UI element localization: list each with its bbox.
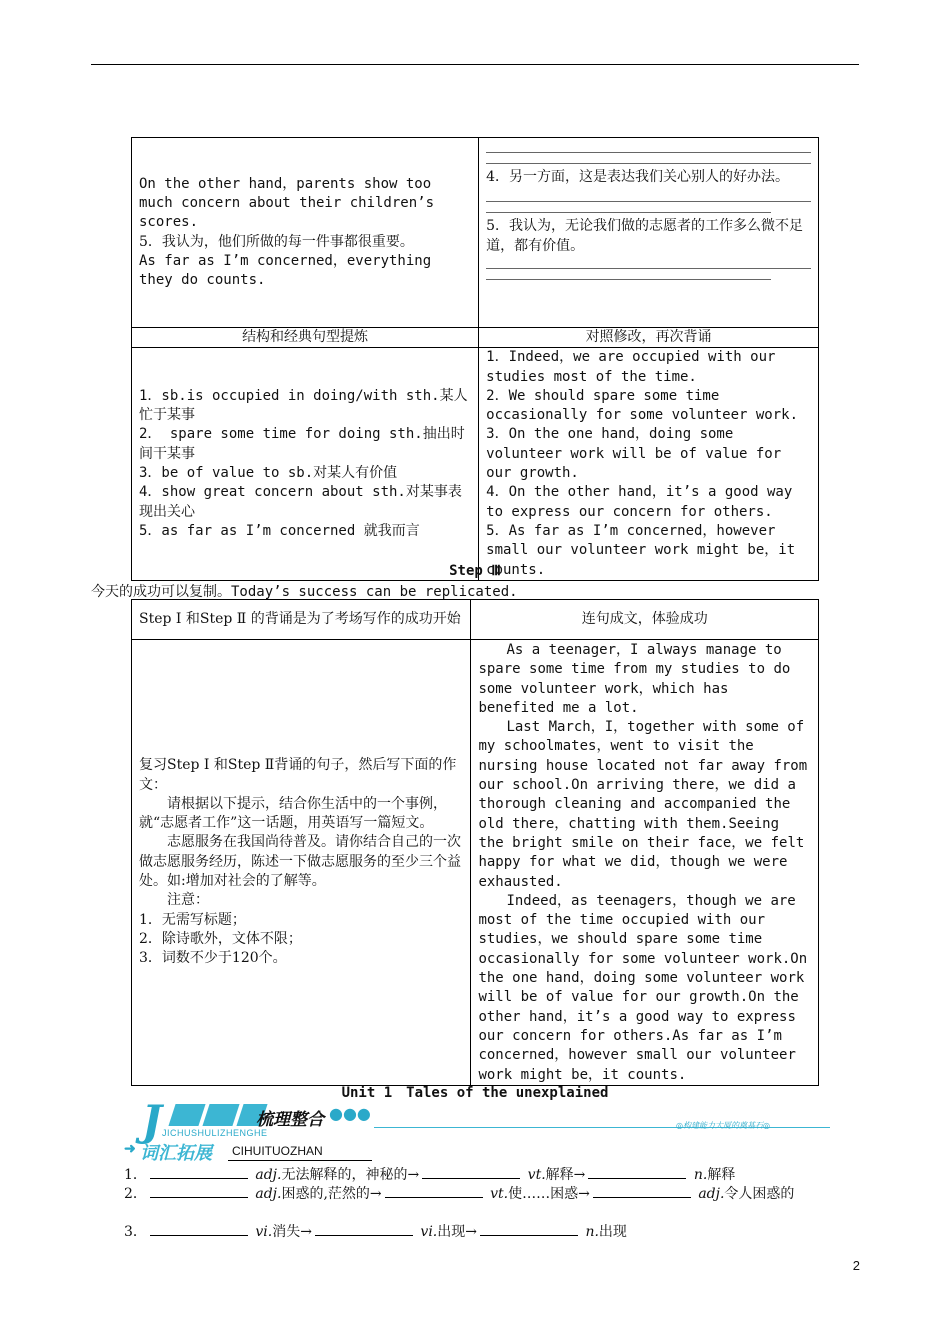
header-right: 连句成文，体验成功 — [471, 600, 819, 640]
revised-sentence: 2．We should spare some time occasionally for some volunteer work. — [486, 387, 799, 424]
header-right: 对照修改，再次背诵 — [479, 328, 819, 348]
part-of-speech: vt. — [490, 1186, 509, 1202]
header-left: 结构和经典句型提炼 — [132, 328, 479, 348]
essay-paragraph: As a teenager，I always manage to spare some time from my studies to do some volunteer work，which has benefited me a lot. — [478, 642, 791, 716]
part-of-speech: vi. — [420, 1224, 438, 1240]
note-item: 3．词数不少于120个。 — [139, 950, 287, 967]
part-of-speech: adj. — [698, 1186, 725, 1202]
vocab-section-header — [124, 1142, 374, 1162]
part-of-speech: vi. — [255, 1224, 273, 1240]
banner-block-icon — [202, 1104, 239, 1126]
fill-blank[interactable] — [385, 1185, 483, 1198]
pattern-item: 5．as far as I’m concerned 就我而言 — [139, 522, 420, 539]
fill-blank[interactable] — [150, 1166, 248, 1179]
arrow-icon: ➜ — [124, 1141, 136, 1157]
vocab-item — [91, 1166, 861, 1185]
banner-letter-icon: J — [142, 1096, 162, 1145]
banner-dots-icon: ●●● — [329, 1104, 371, 1123]
task-paragraph: 志愿服务在我国尚待普及。请你结合自己的一次做志愿服务经历，陈述一下做志愿服务的至少三个益处。如:增加对社会的了解等。 — [139, 834, 461, 890]
part-of-speech: adj. — [255, 1186, 282, 1202]
task-cell — [132, 640, 471, 1086]
vocab-meaning: 出现 — [598, 1224, 627, 1240]
vocab-meaning: 解释→ — [545, 1167, 586, 1183]
revised-sentences-cell — [479, 348, 819, 581]
fill-blank[interactable] — [480, 1223, 578, 1236]
fill-blank[interactable] — [315, 1223, 413, 1236]
recitation-table — [131, 137, 819, 581]
header-left: Step Ⅰ 和Step Ⅱ 的背诵是为了考场写作的成功开始 — [132, 600, 471, 640]
pattern-item: 1．sb.is occupied in doing/with sth.某人忙于某事 — [139, 387, 468, 424]
fill-blank[interactable] — [150, 1185, 248, 1198]
unit-title: Unit 1 Tales of the unexplained — [341, 1085, 609, 1101]
fill-blank[interactable] — [422, 1166, 520, 1179]
section-banner — [124, 1096, 830, 1145]
part-of-speech: n. — [585, 1224, 599, 1240]
essay-cell — [471, 640, 819, 1086]
fill-blank[interactable] — [150, 1223, 248, 1236]
revised-sentence: 4．On the other hand，it’s a good way to express our concern for others. — [486, 484, 793, 520]
task-intro: 复习Step Ⅰ 和Step Ⅱ背诵的句子，然后写下面的作文： — [139, 757, 457, 793]
fill-blank[interactable] — [593, 1185, 691, 1198]
banner-pinyin: JICHUSHULIZHENGHE — [162, 1128, 268, 1138]
vocab-meaning: 使……困惑→ — [508, 1186, 590, 1202]
rewrite-item: 4．另一方面，这是表达我们关心别人的好办法。 — [486, 169, 790, 185]
vocab-meaning: 消失→ — [272, 1224, 312, 1240]
vocab-meaning: 出现→ — [437, 1224, 477, 1240]
vocab-meaning: 令人困惑的 — [724, 1186, 795, 1202]
answer-line — [486, 212, 771, 213]
banner-block-icon — [168, 1104, 205, 1126]
pattern-cell — [132, 348, 479, 581]
banner-slogan: ◎构建能力大厦的奠基石◎ — [676, 1121, 770, 1130]
sentence-line: As far as I’m concerned，everything they do counts. — [139, 252, 432, 289]
answer-line — [486, 268, 811, 269]
part-of-speech: adj. — [255, 1167, 282, 1183]
vocab-meaning: 困惑的,茫然的→ — [281, 1186, 382, 1202]
vocab-meaning: 解释 — [707, 1167, 736, 1183]
vocab-item — [91, 1185, 861, 1204]
page-number: 2 — [852, 1258, 860, 1273]
vocab-item — [91, 1223, 861, 1242]
revised-sentence: 1．Indeed，we are occupied with our studies most of the time. — [486, 349, 776, 385]
sentence-line: On the other hand，parents show too much concern about their children’s scores. — [139, 175, 435, 231]
revised-sentence: 5．As far as I’m concerned，however small our volunteer work might be，it counts. — [486, 522, 796, 578]
vocab-section-title: 词汇拓展 — [140, 1143, 212, 1164]
rewrite-item: 5．我认为，无论我们做的志愿者的工作多么微不足道，都有价值。 — [486, 218, 804, 254]
vocab-number: 1． — [124, 1167, 147, 1183]
sentence-line: 5．我认为，他们所做的每一件事都很重要。 — [139, 233, 414, 250]
rewrite-cell-right — [479, 138, 819, 328]
fill-blank[interactable] — [588, 1166, 686, 1179]
revised-sentence: 3．On the one hand，doing some volunteer work will be of value for our growth. — [486, 426, 782, 482]
section-rule — [228, 1160, 372, 1161]
essay-paragraph: Indeed，as teenagers，though we are most of the time occupied with our studies，we should spare some time occasionally for some volunteer work.On the one hand，doing some volunteer work will be of value for our growth.On the other hand，it’s a good way to express our concern for others.As far as I’m concerned，however small our volunteer work might be，it counts. — [478, 892, 808, 1083]
pattern-item: 2． spare some time for doing sth.抽出时间干某事 — [139, 426, 465, 462]
task-paragraph: 请根据以下提示，结合你生活中的一个事例，就“志愿者工作”这一话题，用英语写一篇短文。 — [139, 795, 447, 832]
sentence-cell-left — [132, 138, 479, 328]
answer-line — [486, 279, 771, 280]
vocab-section-pinyin: CIHUITUOZHAN — [232, 1144, 323, 1158]
vocab-number: 2． — [124, 1186, 147, 1202]
answer-line — [486, 152, 811, 153]
step-subtitle: 今天的成功可以复制。Today’s success can be replicated. — [91, 584, 518, 600]
step-title: Step Ⅲ — [449, 563, 501, 579]
part-of-speech: vt. — [527, 1167, 546, 1183]
pattern-item: 4．show great concern about sth.对某事表现出关心 — [139, 484, 462, 520]
part-of-speech: n. — [693, 1167, 708, 1183]
note-item: 1．无需写标题； — [139, 911, 246, 928]
pattern-item: 3．be of value to sb.对某人有价值 — [139, 465, 398, 482]
answer-line — [486, 201, 811, 202]
vocab-meaning: 无法解释的，神秘的→ — [281, 1167, 420, 1183]
writing-table — [131, 599, 819, 1086]
essay-paragraph: Last March，I，together with some of my schoolmates，went to visit the nursing house located not far away from our school.On arriving there，we did a thorough cleaning and accompanied the old there，chatting with them.Seeing the bright smile on their face，we felt happy for what we did，though we were exhausted. — [478, 719, 808, 890]
note-item: 2．除诗歌外，文体不限； — [139, 930, 302, 947]
header-rule — [91, 64, 859, 65]
note-title: 注意： — [167, 892, 209, 909]
vocab-number: 3． — [124, 1224, 147, 1240]
banner-title: 梳理整合 — [256, 1110, 324, 1130]
answer-line — [486, 163, 811, 164]
